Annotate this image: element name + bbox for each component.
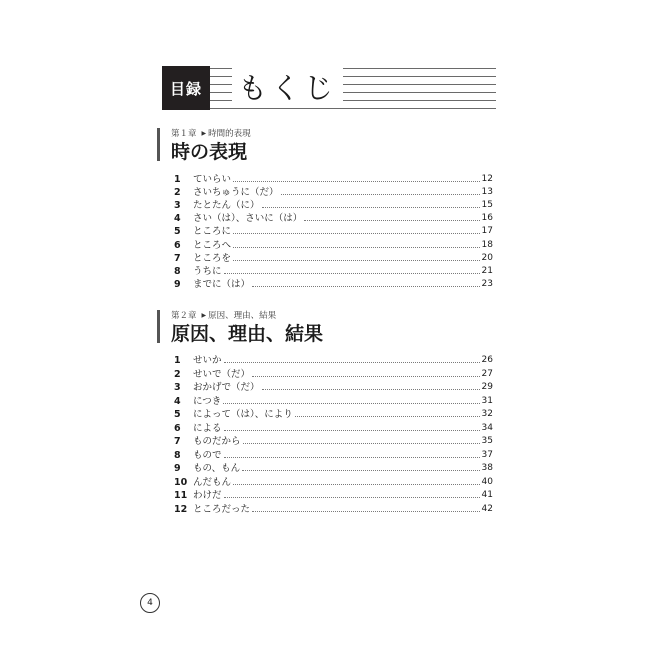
dot-leader [262, 207, 480, 208]
chapter-bar [157, 128, 160, 161]
toc-entry[interactable] [174, 408, 493, 421]
entry-number: 2 [174, 368, 181, 380]
mokuroku-label: 目録 [169, 79, 202, 98]
entry-page: 20 [481, 252, 493, 263]
entry-number: 3 [174, 382, 181, 393]
toc-entry[interactable] [174, 449, 493, 462]
entry-number: 2 [174, 187, 181, 199]
entry-page: 32 [481, 409, 493, 419]
dot-leader [295, 416, 480, 417]
mokuroku-label-box [162, 66, 210, 110]
entry-page: 38 [481, 463, 493, 473]
entry-page: 40 [481, 476, 493, 487]
chapter-heading-line [171, 128, 251, 140]
page-number: 4 [147, 598, 153, 608]
dot-leader [233, 233, 480, 234]
entry-title: によって（は）、により [193, 409, 293, 420]
dot-leader [224, 430, 480, 431]
dot-leader [233, 181, 480, 182]
entry-title: うちに [193, 265, 222, 277]
chapter-title: 時の表現 [171, 141, 248, 163]
toc-entry[interactable] [174, 239, 493, 252]
dot-leader [242, 470, 480, 471]
chapter-label: 第２章 [171, 311, 197, 321]
chapter-title: 原因、理由、結果 [171, 323, 324, 345]
entry-number: 8 [174, 265, 181, 277]
entry-page: 34 [481, 422, 493, 433]
toc-entry[interactable] [174, 489, 493, 502]
dot-leader [262, 389, 480, 390]
entry-title: ところを [193, 252, 232, 264]
entry-title: もので [193, 449, 222, 461]
entry-title: までに（は） [193, 278, 251, 290]
entry-page: 12 [481, 174, 493, 184]
toc-entry[interactable] [174, 225, 493, 238]
entry-number: 1 [174, 174, 181, 185]
dot-leader [223, 403, 480, 404]
triangle-icon: ▶ [201, 312, 207, 319]
chapter-subtitle: 時間的表現 [208, 129, 251, 139]
entry-page: 31 [481, 395, 493, 406]
entry-number: 8 [174, 449, 181, 461]
entry-page: 23 [481, 278, 493, 289]
entry-number: 9 [174, 278, 181, 290]
entry-page: 37 [481, 449, 493, 460]
dot-leader [252, 511, 480, 512]
entry-page: 27 [481, 368, 493, 379]
toc-entry[interactable] [174, 265, 493, 278]
entry-title: せいで（だ） [193, 368, 251, 380]
entry-number: 9 [174, 463, 181, 474]
chapter-bar [157, 310, 160, 343]
toc-entry[interactable] [174, 381, 493, 394]
entry-number: 6 [174, 239, 181, 251]
entry-title: おかげで（だ） [193, 382, 260, 393]
entry-title: による [193, 422, 222, 434]
chapter-subtitle: 原因、理由、結果 [208, 311, 277, 321]
dot-leader [224, 362, 480, 363]
entry-page: 35 [481, 436, 493, 446]
entry-page: 18 [481, 239, 493, 250]
toc-entry[interactable] [174, 503, 493, 516]
toc-entry[interactable] [174, 462, 493, 475]
dot-leader [281, 194, 480, 195]
dot-leader [252, 376, 480, 377]
triangle-icon: ▶ [201, 130, 207, 137]
entry-title: せいか [193, 355, 222, 366]
entry-page: 15 [481, 200, 493, 211]
toc-entry[interactable] [174, 422, 493, 435]
entry-number: 6 [174, 422, 181, 434]
toc-entry[interactable] [174, 199, 493, 212]
toc-entry[interactable] [174, 435, 493, 448]
dot-leader [224, 497, 480, 498]
dot-leader [233, 484, 480, 485]
chapter-1 [157, 128, 497, 293]
entry-number: 7 [174, 436, 181, 447]
toc-entry[interactable] [174, 252, 493, 265]
dot-leader [224, 273, 480, 274]
toc-entry[interactable] [174, 395, 493, 408]
entry-title: ものだから [193, 436, 241, 447]
entry-title: ところに [193, 226, 232, 238]
toc-entry[interactable] [174, 354, 493, 367]
entry-number: 7 [174, 252, 181, 264]
entry-title: んだもん [193, 476, 232, 488]
entry-number: 12 [174, 503, 188, 515]
entry-page: 21 [481, 265, 493, 276]
toc-entry[interactable] [174, 173, 493, 186]
chapter-heading-line [171, 310, 276, 322]
entry-number: 4 [174, 213, 181, 225]
dot-leader [224, 457, 480, 458]
page-title: もくじ [232, 68, 343, 108]
entry-number: 1 [174, 355, 181, 366]
entry-number: 10 [174, 476, 188, 488]
entry-page: 29 [481, 382, 493, 392]
entry-title: わけだ [193, 490, 222, 501]
dot-leader [233, 260, 480, 261]
toc-header [162, 66, 496, 110]
page-number-badge [140, 593, 160, 613]
entry-page: 26 [481, 355, 493, 365]
entry-number: 11 [174, 490, 188, 501]
entry-title: たとたん（に） [193, 200, 260, 212]
entry-title: さい（は）、さいに（は） [193, 213, 303, 225]
entry-page: 41 [481, 490, 493, 500]
entry-title: ところだった [193, 503, 251, 515]
entry-page: 13 [481, 187, 493, 198]
entry-number: 5 [174, 226, 181, 238]
entry-number: 4 [174, 395, 181, 407]
entry-page: 16 [481, 213, 493, 224]
entry-title: ところへ [193, 239, 232, 251]
entry-title: もの、もん [193, 463, 241, 474]
entry-title: ていらい [193, 174, 232, 185]
dot-leader [304, 220, 480, 221]
toc-entry[interactable] [174, 278, 493, 291]
dot-leader [233, 247, 480, 248]
chapter-label: 第１章 [171, 129, 197, 139]
entry-number: 3 [174, 200, 181, 212]
dot-leader [252, 286, 480, 287]
toc-entry[interactable] [174, 186, 493, 199]
toc-entry[interactable] [174, 476, 493, 489]
entry-number: 5 [174, 409, 181, 420]
toc-entry[interactable] [174, 212, 493, 225]
entry-page: 42 [481, 503, 493, 514]
dot-leader [243, 443, 480, 444]
chapter-2 [157, 310, 497, 520]
entry-page: 17 [481, 226, 493, 237]
entry-title: さいちゅうに（だ） [193, 187, 279, 199]
entry-title: につき [193, 395, 222, 407]
toc-entry[interactable] [174, 368, 493, 381]
